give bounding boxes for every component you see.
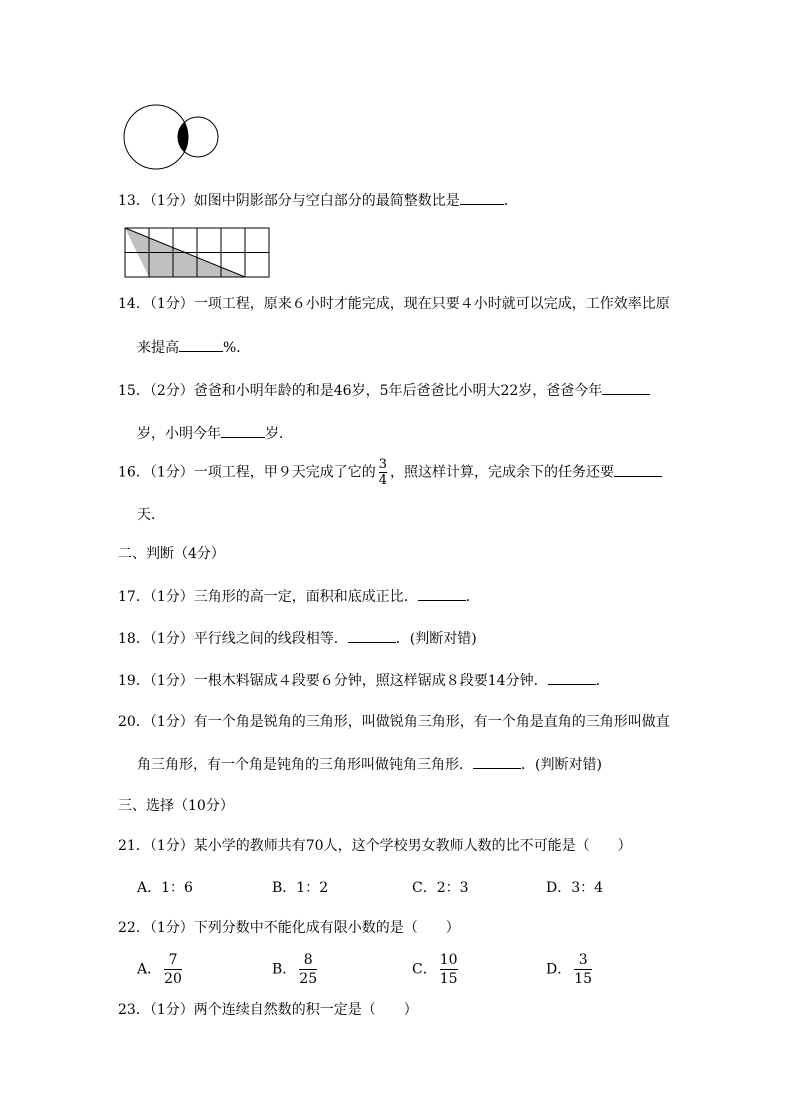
q22-option-b-label: B． <box>272 961 297 978</box>
q22-option-d-label: D． <box>546 961 572 978</box>
q13-text: 如图中阴影部分与空白部分的最简整数比是 <box>193 193 460 209</box>
q14-text-line-2-post: %． <box>223 340 251 356</box>
q20-text-line-2: 角三角形，有一个角是钝角的三角形叫做钝角三角形． <box>137 757 473 773</box>
q16-text-pre: 一项工程，甲９天完成了它的 <box>193 464 376 481</box>
q16-score: （1分） <box>149 464 194 481</box>
q19-text: 一根木料锯成４段要６分钟，照这样锯成８段要14分钟． <box>193 673 548 689</box>
q15-text-line-2-a: 岁，小明今年 <box>137 426 221 442</box>
question-15-line-1 <box>118 380 650 401</box>
question-19 <box>118 670 610 691</box>
question-13 <box>118 190 518 211</box>
question-18 <box>118 628 477 649</box>
q14-number: 14． <box>118 296 150 312</box>
question-20-line-2 <box>137 754 602 775</box>
q17-text: 三角形的高一定，面积和底成正比． <box>193 589 418 605</box>
q22-option-c[interactable] <box>412 952 461 987</box>
q16-text-post: ，照这样计算，完成余下的任务还要 <box>390 464 615 481</box>
q22-option-a[interactable] <box>137 952 185 987</box>
q16-number: 16． <box>118 464 150 481</box>
q18-number: 18． <box>118 631 150 647</box>
q14-score: （1分） <box>149 296 194 312</box>
question-22 <box>118 918 460 938</box>
q22-option-d-numerator: 3 <box>578 952 588 968</box>
q23-score: （1分） <box>149 1002 194 1018</box>
question-16-line-1 <box>118 458 662 487</box>
question-20-line-1 <box>118 712 670 732</box>
q19-score: （1分） <box>149 673 194 689</box>
q21-option-a[interactable]: A．1：6 <box>137 880 193 896</box>
q13-number: 13． <box>118 193 150 209</box>
q17-score: （1分） <box>149 589 194 605</box>
q19-answer-blank[interactable] <box>548 670 596 685</box>
q23-number: 23． <box>118 1002 150 1018</box>
q13-end: ． <box>503 193 518 209</box>
q14-text-line-1: 一项工程，原来６小时才能完成，现在只要４小时就可以完成，工作效率比原 <box>193 296 670 312</box>
q15-xiaoming-age-blank[interactable] <box>221 423 265 438</box>
q22-option-b-numerator: 8 <box>303 952 313 968</box>
q21-option-b[interactable]: B．1：2 <box>272 880 329 896</box>
q22-option-c-fraction <box>440 952 458 987</box>
q22-option-b-denominator: 25 <box>299 971 318 987</box>
question-17 <box>118 586 480 607</box>
q21-number: 21． <box>118 838 150 854</box>
question-16-line-2 <box>137 505 165 525</box>
q23-text: 两个连续自然数的积一定是（ ） <box>193 1002 418 1018</box>
q18-score: （1分） <box>149 631 194 647</box>
q22-option-a-denominator: 20 <box>164 971 182 987</box>
section-2-title <box>118 544 225 564</box>
q15-dad-age-blank[interactable] <box>602 380 650 395</box>
q22-option-c-label: C． <box>412 961 437 978</box>
q22-option-c-denominator: 15 <box>439 971 458 987</box>
q17-end: ． <box>465 589 480 605</box>
q22-option-d[interactable] <box>546 952 595 987</box>
q22-option-d-fraction <box>574 952 592 987</box>
section-3-title-text: 三、选择（10分） <box>118 798 234 814</box>
q18-text: 平行线之间的线段相等． <box>193 631 348 647</box>
q15-score: （2分） <box>149 383 194 399</box>
section-3-title <box>118 796 234 816</box>
question-14-line-1 <box>118 294 670 314</box>
q16-answer-blank[interactable] <box>614 462 662 477</box>
q16-fraction-denominator: 4 <box>378 473 388 488</box>
q16-text-line-2: 天． <box>137 507 165 523</box>
q20-end: ．(判断对错) <box>521 757 602 773</box>
q19-number: 19． <box>118 673 150 689</box>
q22-option-c-numerator: 10 <box>439 952 458 968</box>
q20-number: 20． <box>118 714 150 730</box>
q22-option-a-label: A． <box>137 961 162 978</box>
section-2-title-text: 二、判断（4分） <box>118 546 225 562</box>
question-15-line-2 <box>137 423 293 444</box>
q18-end: ．(判断对错) <box>395 631 477 647</box>
q22-score: （1分） <box>149 920 194 936</box>
q16-fraction-numerator: 3 <box>378 457 388 472</box>
q17-answer-blank[interactable] <box>418 586 466 601</box>
q22-number: 22． <box>118 920 150 936</box>
q14-answer-blank[interactable] <box>179 337 223 352</box>
q16-fraction <box>379 458 387 487</box>
question-21 <box>118 836 632 856</box>
q22-option-b[interactable] <box>272 952 320 987</box>
overlapping-circles-figure <box>118 104 228 174</box>
q22-option-a-numerator: 7 <box>168 952 178 968</box>
question-23 <box>118 1000 418 1020</box>
q13-answer-blank[interactable] <box>460 190 504 205</box>
grid-triangle-figure <box>124 227 272 279</box>
q21-score: （1分） <box>149 838 194 854</box>
q21-text: 某小学的教师共有70人，这个学校男女教师人数的比不可能是（ ） <box>193 838 632 854</box>
q18-answer-blank[interactable] <box>348 628 396 643</box>
q22-option-b-fraction <box>299 952 317 987</box>
q15-text-line-1: 爸爸和小明年龄的和是46岁，5年后爸爸比小明大22岁，爸爸今年 <box>193 383 603 399</box>
q19-end: ． <box>595 673 610 689</box>
q21-option-c[interactable]: C．2：3 <box>412 880 469 896</box>
q20-answer-blank[interactable] <box>473 754 521 769</box>
q20-score: （1分） <box>149 714 194 730</box>
q15-number: 15． <box>118 383 150 399</box>
q13-score: （1分） <box>149 193 194 209</box>
q15-text-line-2-b: 岁． <box>265 426 293 442</box>
q20-text-line-1: 有一个角是锐角的三角形，叫做锐角三角形，有一个角是直角的三角形叫做直 <box>193 714 670 730</box>
question-14-line-2 <box>137 337 250 358</box>
q17-number: 17． <box>118 589 150 605</box>
q21-option-d[interactable]: D．3：4 <box>546 880 604 896</box>
q14-text-line-2-pre: 来提高 <box>137 340 179 356</box>
q22-option-a-fraction <box>164 952 182 987</box>
q22-option-d-denominator: 15 <box>574 971 593 987</box>
q22-text: 下列分数中不能化成有限小数的是（ ） <box>193 920 460 936</box>
